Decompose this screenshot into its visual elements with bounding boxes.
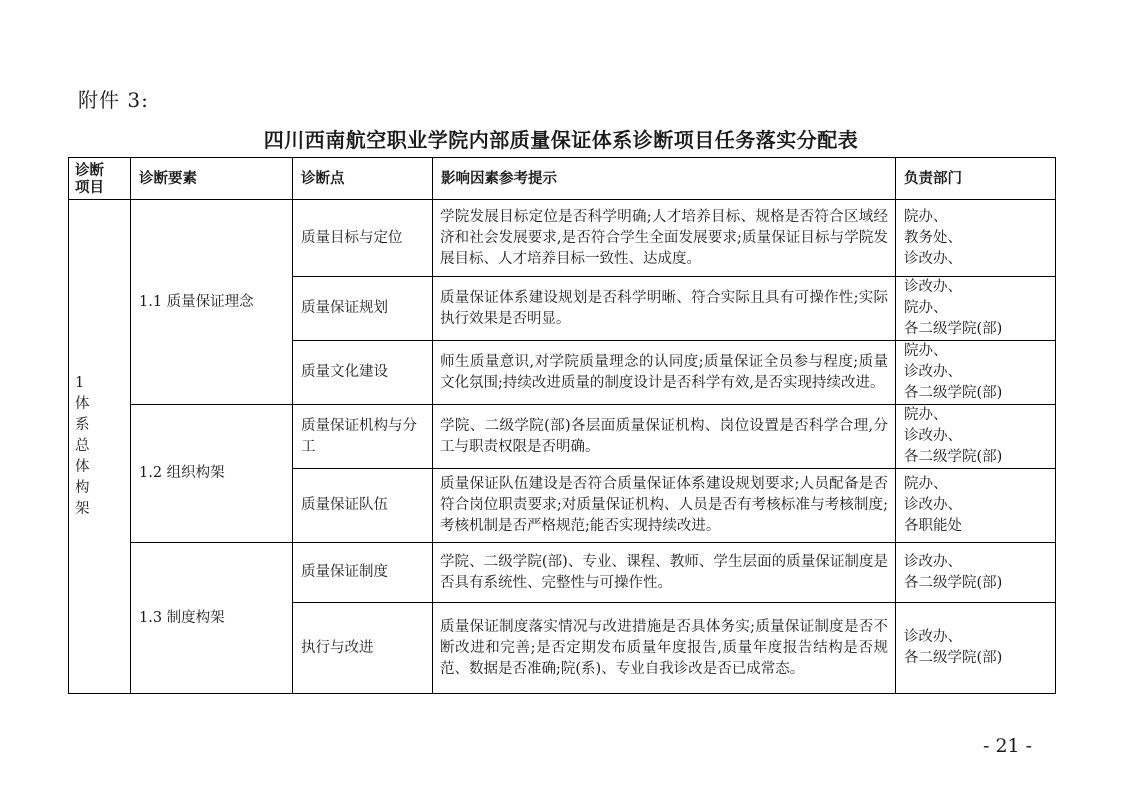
page-number: - 21 - bbox=[983, 735, 1033, 757]
dept-cell: 诊改办、 各二级学院(部) bbox=[896, 543, 1056, 603]
point-cell: 质量保证队伍 bbox=[293, 469, 433, 543]
table-row bbox=[69, 405, 1056, 469]
dept-cell: 院办、 教务处、 诊改办、 bbox=[896, 200, 1056, 277]
table-row bbox=[69, 543, 1056, 603]
header-point: 诊断点 bbox=[293, 158, 433, 200]
table-header-row bbox=[69, 158, 1056, 200]
point-cell: 质量保证制度 bbox=[293, 543, 433, 603]
header-hint: 影响因素参考提示 bbox=[433, 158, 896, 200]
element-cell: 1.1 质量保证理念 bbox=[131, 200, 293, 405]
page-title: 四川西南航空职业学院内部质量保证体系诊断项目任务落实分配表 bbox=[263, 128, 859, 152]
dept-cell: 诊改办、 各二级学院(部) bbox=[896, 603, 1056, 694]
point-cell: 执行与改进 bbox=[293, 603, 433, 694]
hint-cell: 师生质量意识,对学院质量理念的认同度;质量保证全员参与程度;质量文化氛围;持续改进质量的制度设计是否科学有效,是否实现持续改进。 bbox=[433, 341, 896, 405]
dept-cell: 院办、 诊改办、 各二级学院(部) bbox=[896, 341, 1056, 405]
dept-cell: 院办、 诊改办、 各职能处 bbox=[896, 469, 1056, 543]
header-element: 诊断要素 bbox=[131, 158, 293, 200]
point-cell: 质量保证机构与分工 bbox=[293, 405, 433, 469]
hint-cell: 学院、二级学院(部)、专业、课程、教师、学生层面的质量保证制度是否具有系统性、完整性与可操作性。 bbox=[433, 543, 896, 603]
header-dept: 负责部门 bbox=[896, 158, 1056, 200]
category-cell: 1 体 系 总 体 构 架 bbox=[69, 200, 131, 694]
diagnosis-table bbox=[68, 157, 1056, 694]
element-cell: 1.3 制度构架 bbox=[131, 543, 293, 694]
hint-cell: 学院、二级学院(部)各层面质量保证机构、岗位设置是否科学合理,分工与职责权限是否明确。 bbox=[433, 405, 896, 469]
hint-cell: 质量保证队伍建设是否符合质量保证体系建设规划要求;人员配备是否符合岗位职责要求;对质量保证机构、人员是否有考核标准与考核制度;考核机制是否严格规范;能否实现持续改进。 bbox=[433, 469, 896, 543]
point-cell: 质量保证规划 bbox=[293, 277, 433, 341]
dept-cell: 院办、 诊改办、 各二级学院(部) bbox=[896, 405, 1056, 469]
hint-cell: 质量保证制度落实情况与改进措施是否具体务实;质量保证制度是否不断改进和完善;是否定期发布质量年度报告,质量年度报告结构是否规范、数据是否准确;院(系)、专业自我诊改是否已成常态。 bbox=[433, 603, 896, 694]
annex-label: 附件 3: bbox=[78, 88, 149, 112]
hint-cell: 质量保证体系建设规划是否科学明晰、符合实际且具有可操作性;实际执行效果是否明显。 bbox=[433, 277, 896, 341]
point-cell: 质量文化建设 bbox=[293, 341, 433, 405]
dept-cell: 诊改办、 院办、 各二级学院(部) bbox=[896, 277, 1056, 341]
header-item: 诊断 项目 bbox=[69, 158, 131, 200]
table-row bbox=[69, 200, 1056, 277]
hint-cell: 学院发展目标定位是否科学明确;人才培养目标、规格是否符合区域经济和社会发展要求,是否符合学生全面发展要求;质量保证目标与学院发展目标、人才培养目标一致性、达成度。 bbox=[433, 200, 896, 277]
point-cell: 质量目标与定位 bbox=[293, 200, 433, 277]
element-cell: 1.2 组织构架 bbox=[131, 405, 293, 543]
